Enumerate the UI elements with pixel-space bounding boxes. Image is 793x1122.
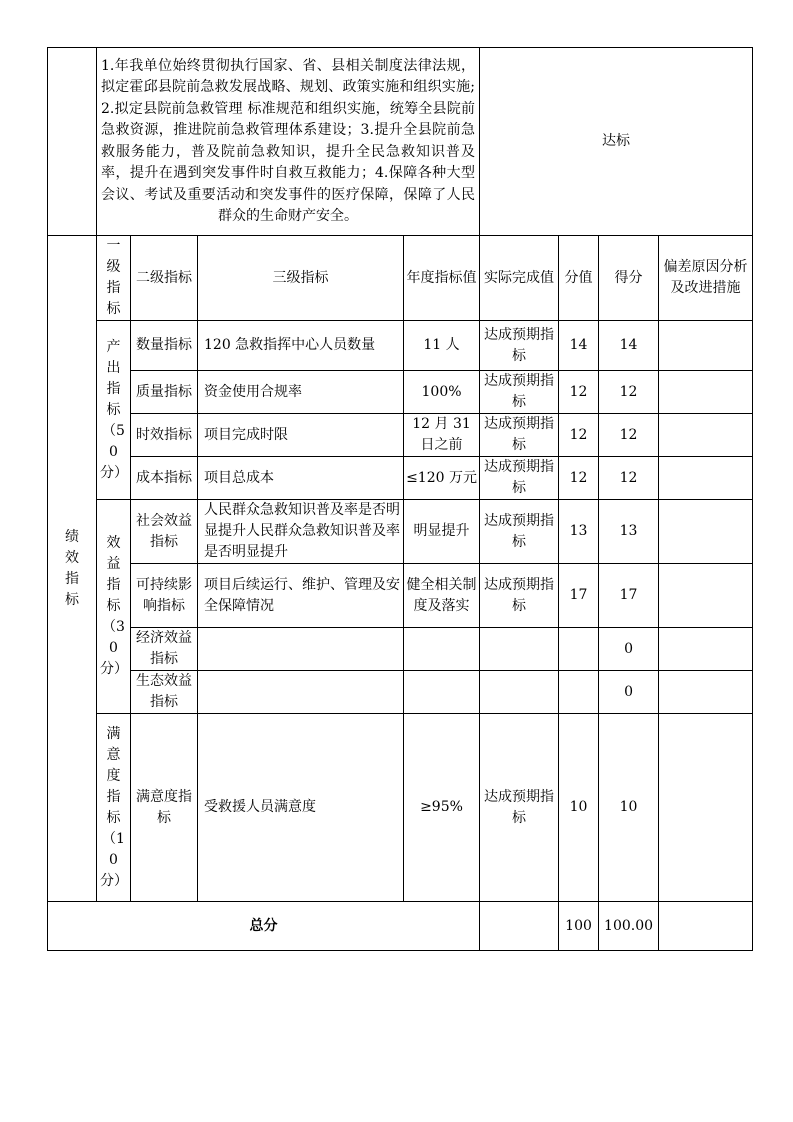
target-cell: 11 人 [404,321,480,371]
actual-cell [480,671,559,714]
level3-cell: 受救援人员满意度 [198,714,404,902]
table-row [48,371,753,414]
weight-cell [559,628,599,671]
empty-cell [48,48,97,236]
level2-cell: 满意度指标 [131,714,198,902]
header-score: 得分 [599,236,659,321]
level3-cell [198,628,404,671]
score-cell: 13 [599,500,659,564]
actual-cell: 达成预期指标 [480,457,559,500]
header-row [48,236,753,321]
weight-cell: 12 [559,414,599,457]
level2-cell: 时效指标 [131,414,198,457]
weight-cell [559,671,599,714]
level2-cell: 质量指标 [131,371,198,414]
table-row [48,628,753,671]
performance-table [47,47,753,951]
score-cell: 17 [599,564,659,628]
header-level3: 三级指标 [198,236,404,321]
target-cell [404,628,480,671]
goal-text: 1.年我单位始终贯彻执行国家、省、县相关制度法律法规，拟定霍邱县院前急救发展战略、规划、政策实施和组织实施;2.拟定县院前急救管理 标准规范和组织实施，统筹全县院前急救资源，推进院前急救管理体系建设；3.提升全县院前急救服务能力，普及院前急救知识，提升全民急救知识普及率，提升在遇到突发事件时自救互救能力；4.保障各种大型会议、考试及重要活动和突发事件的医疗保障，保障了人民群众的生命财产安全。 [97,48,480,236]
total-row [48,902,753,951]
deviation-cell [659,457,753,500]
summary-result: 达标 [480,48,753,236]
target-cell [404,671,480,714]
total-label: 总分 [48,902,480,951]
table-row [48,500,753,564]
group-label: 产出指标（50分） [97,321,131,500]
level3-cell [198,671,404,714]
total-actual [480,902,559,951]
target-cell: 100% [404,371,480,414]
level3-cell: 项目完成时限 [198,414,404,457]
score-cell: 0 [599,671,659,714]
section-label: 绩效指标 [48,236,97,902]
actual-cell: 达成预期指标 [480,500,559,564]
deviation-cell [659,321,753,371]
deviation-cell [659,564,753,628]
table-row [48,457,753,500]
score-cell: 10 [599,714,659,902]
actual-cell: 达成预期指标 [480,564,559,628]
level2-cell: 生态效益指标 [131,671,198,714]
score-cell: 12 [599,457,659,500]
table-row [48,564,753,628]
score-cell: 14 [599,321,659,371]
total-score: 100.00 [599,902,659,951]
weight-cell: 13 [559,500,599,564]
table-row [48,714,753,902]
total-weight: 100 [559,902,599,951]
target-cell: 明显提升 [404,500,480,564]
actual-cell: 达成预期指标 [480,321,559,371]
target-cell: 健全相关制度及落实 [404,564,480,628]
score-cell: 0 [599,628,659,671]
level2-cell: 数量指标 [131,321,198,371]
weight-cell: 17 [559,564,599,628]
weight-cell: 12 [559,371,599,414]
group-label: 满意度指标（10分） [97,714,131,902]
target-cell: ≤120 万元 [404,457,480,500]
header-level2: 二级指标 [131,236,198,321]
header-level1: 一级指标 [97,236,131,321]
deviation-cell [659,628,753,671]
deviation-cell [659,671,753,714]
deviation-cell [659,500,753,564]
level3-cell: 120 急救指挥中心人员数量 [198,321,404,371]
weight-cell: 14 [559,321,599,371]
table-row [48,414,753,457]
level3-cell: 项目总成本 [198,457,404,500]
summary-row [48,48,753,236]
level3-cell: 项目后续运行、维护、管理及安全保障情况 [198,564,404,628]
header-deviation: 偏差原因分析及改进措施 [659,236,753,321]
score-cell: 12 [599,371,659,414]
level2-cell: 可持续影响指标 [131,564,198,628]
header-target: 年度指标值 [404,236,480,321]
level2-cell: 社会效益指标 [131,500,198,564]
total-deviation [659,902,753,951]
header-weight: 分值 [559,236,599,321]
table-row [48,671,753,714]
level2-cell: 成本指标 [131,457,198,500]
table-row [48,321,753,371]
deviation-cell [659,714,753,902]
actual-cell [480,628,559,671]
deviation-cell [659,371,753,414]
level3-cell: 资金使用合规率 [198,371,404,414]
group-label: 效益指标（30分） [97,500,131,714]
score-cell: 12 [599,414,659,457]
target-cell: 12 月 31 日之前 [404,414,480,457]
deviation-cell [659,414,753,457]
header-actual: 实际完成值 [480,236,559,321]
level2-cell: 经济效益指标 [131,628,198,671]
weight-cell: 12 [559,457,599,500]
level3-cell: 人民群众急救知识普及率是否明显提升人民群众急救知识普及率是否明显提升 [198,500,404,564]
actual-cell: 达成预期指标 [480,371,559,414]
actual-cell: 达成预期指标 [480,414,559,457]
weight-cell: 10 [559,714,599,902]
target-cell: ≥95% [404,714,480,902]
actual-cell: 达成预期指标 [480,714,559,902]
